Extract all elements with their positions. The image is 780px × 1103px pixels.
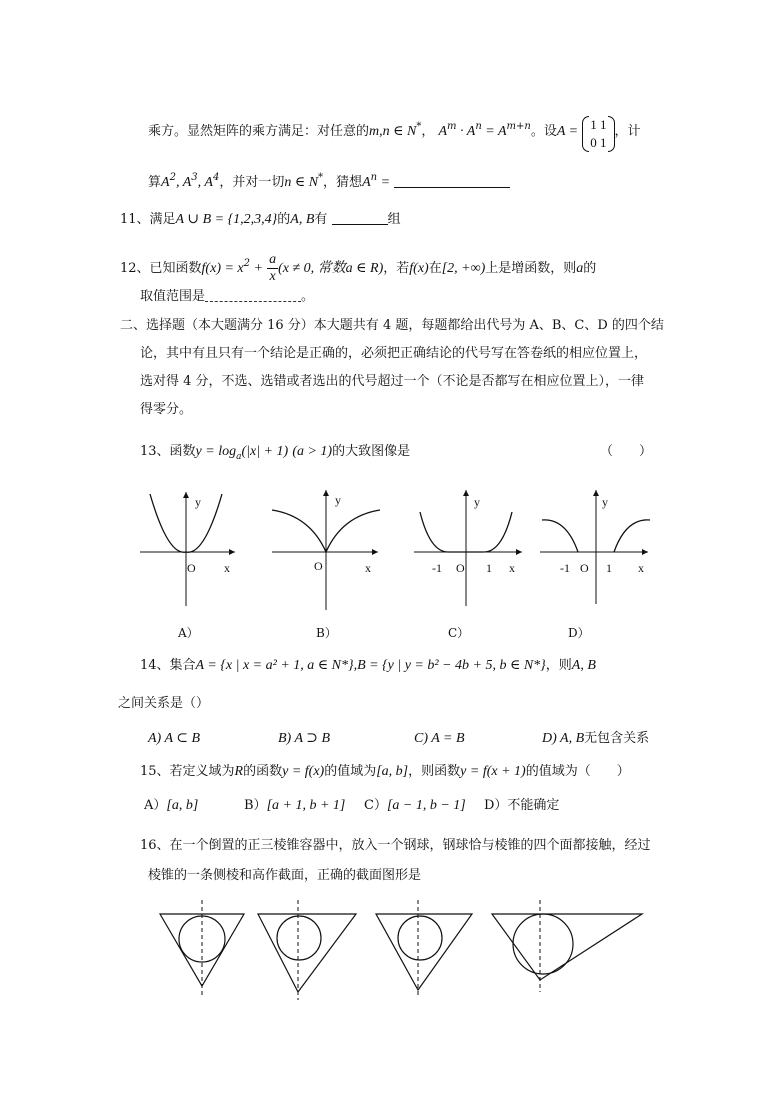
- graph-a-y-label: y: [195, 495, 201, 509]
- q10-line2: 算$A^2$, $A^3$, $A^4$，并对一切n ∈ N*，猜想$A^n$ =: [148, 168, 510, 193]
- q15-option-d[interactable]: D）不能确定: [484, 798, 560, 813]
- q12-line2: 取值范围是 。: [140, 289, 315, 304]
- graph-d-origin: O: [580, 561, 589, 575]
- section2-line2: 论，其中有且只有一个结论是正确的，必须把正确结论的代号写在答卷纸的相应位置上，: [140, 346, 648, 361]
- q16-figure-b[interactable]: [258, 900, 356, 1000]
- q15-stem: 15、若定义域为R的函数y = f(x)的值域为[a, b]，则函数y = f(x + 1)的值域为（ ）: [140, 764, 630, 779]
- graph-d-tick-neg: -1: [560, 561, 570, 575]
- section2-line4: 得零分。: [140, 402, 193, 417]
- q13-stem: 13、函数$y = \log_a(|x| + 1) (a > 1)$的大致图像是: [140, 444, 411, 462]
- q15-options: [144, 796, 559, 816]
- graph-a[interactable]: [140, 492, 235, 606]
- graph-c-y-label: y: [474, 495, 480, 509]
- graph-a-x-label: x: [224, 561, 230, 575]
- q13-answer-paren[interactable]: （ ）: [600, 444, 653, 459]
- q14-option-a[interactable]: A) A ⊂ B: [148, 731, 201, 746]
- q12-line1: 12、已知函数$f(x) = x^2$ + $\frac{a}{x}$ (x ≠ 0, 常数a ∈ R)，若f(x)在[2, +∞)上是增函数，则a的: [120, 252, 597, 284]
- q11: 11、满足A ∪ B = {1,2,3,4}的A, B有 组: [120, 212, 401, 227]
- q16-line2: 棱锥的一条侧棱和高作截面，正确的截面图形是: [148, 868, 422, 883]
- q13-label-d[interactable]: D）: [568, 626, 590, 640]
- q13-graphs: [0, 486, 780, 646]
- q14-option-b[interactable]: B) A ⊃ B: [278, 731, 331, 746]
- q16-figures: [0, 896, 780, 1006]
- q16-figure-a[interactable]: [160, 900, 244, 996]
- q16-figure-c[interactable]: [376, 900, 472, 998]
- section2-line3: 选对得 4 分，不选、选错或者选出的代号超过一个（不论是否都写在相应位置上），一律: [140, 374, 645, 389]
- q14-stem: 14、集合A = {x | x = a² + 1, a ∈ N*},B = {y | y = b² − 4b + 5, b ∈ N*}，则A, B: [140, 658, 596, 673]
- q16-figure-d[interactable]: [492, 900, 642, 992]
- graph-d[interactable]: [540, 490, 650, 604]
- q15-option-c[interactable]: C）[a − 1, b − 1]: [364, 798, 466, 813]
- q13-label-c[interactable]: C）: [448, 626, 470, 640]
- q10-answer-blank[interactable]: [394, 173, 510, 188]
- q11-answer-blank[interactable]: [332, 210, 388, 225]
- q14-options: [148, 729, 649, 749]
- graph-c-x-label: x: [509, 561, 515, 575]
- q12-fraction: $\frac{a}{x}$: [269, 252, 277, 284]
- q14-option-d[interactable]: D) A, B无包含关系: [542, 731, 650, 746]
- graph-d-x-label: x: [638, 561, 644, 575]
- graph-c[interactable]: [414, 490, 522, 606]
- q13-label-a[interactable]: A）: [178, 626, 199, 640]
- q12-answer-blank[interactable]: [205, 287, 301, 302]
- q16-line1: 16、在一个倒置的正三棱锥容器中，放入一个钢球，钢球恰与棱锥的四个面都接触，经过: [140, 838, 651, 853]
- q14-option-c[interactable]: C) A = B: [414, 731, 465, 746]
- graph-b-origin: O: [314, 559, 323, 573]
- matrix-A: 1 1 0 1: [582, 116, 614, 152]
- graph-c-origin: O: [456, 561, 465, 575]
- q15-option-b[interactable]: B）[a + 1, b + 1]: [244, 798, 346, 813]
- graph-c-tick-pos: 1: [486, 561, 492, 575]
- q14-line2: 之间关系是（）: [118, 696, 210, 711]
- graph-b-y-label: y: [335, 493, 341, 507]
- graph-d-y-label: y: [602, 495, 608, 509]
- q10-line1: 乘方。显然矩阵的乘方满足：对任意的m,n ∈ N*， $A^m \cdot A^n = A^{m+n}$。设A = 1 1 0 1 ，计: [148, 117, 641, 150]
- section2-line1: 二、选择题（本大题满分 16 分）本大题共有 4 题，每题都给出代号为 A、B、C、D 的四个结: [120, 318, 664, 333]
- graph-d-tick-pos: 1: [606, 561, 612, 575]
- graph-b[interactable]: [272, 490, 380, 610]
- graph-c-tick-neg: -1: [432, 561, 442, 575]
- graph-a-origin: O: [187, 561, 196, 575]
- graph-b-x-label: x: [365, 561, 371, 575]
- q13-label-b[interactable]: B）: [316, 626, 337, 640]
- q15-option-a[interactable]: A）[a, b]: [144, 798, 199, 813]
